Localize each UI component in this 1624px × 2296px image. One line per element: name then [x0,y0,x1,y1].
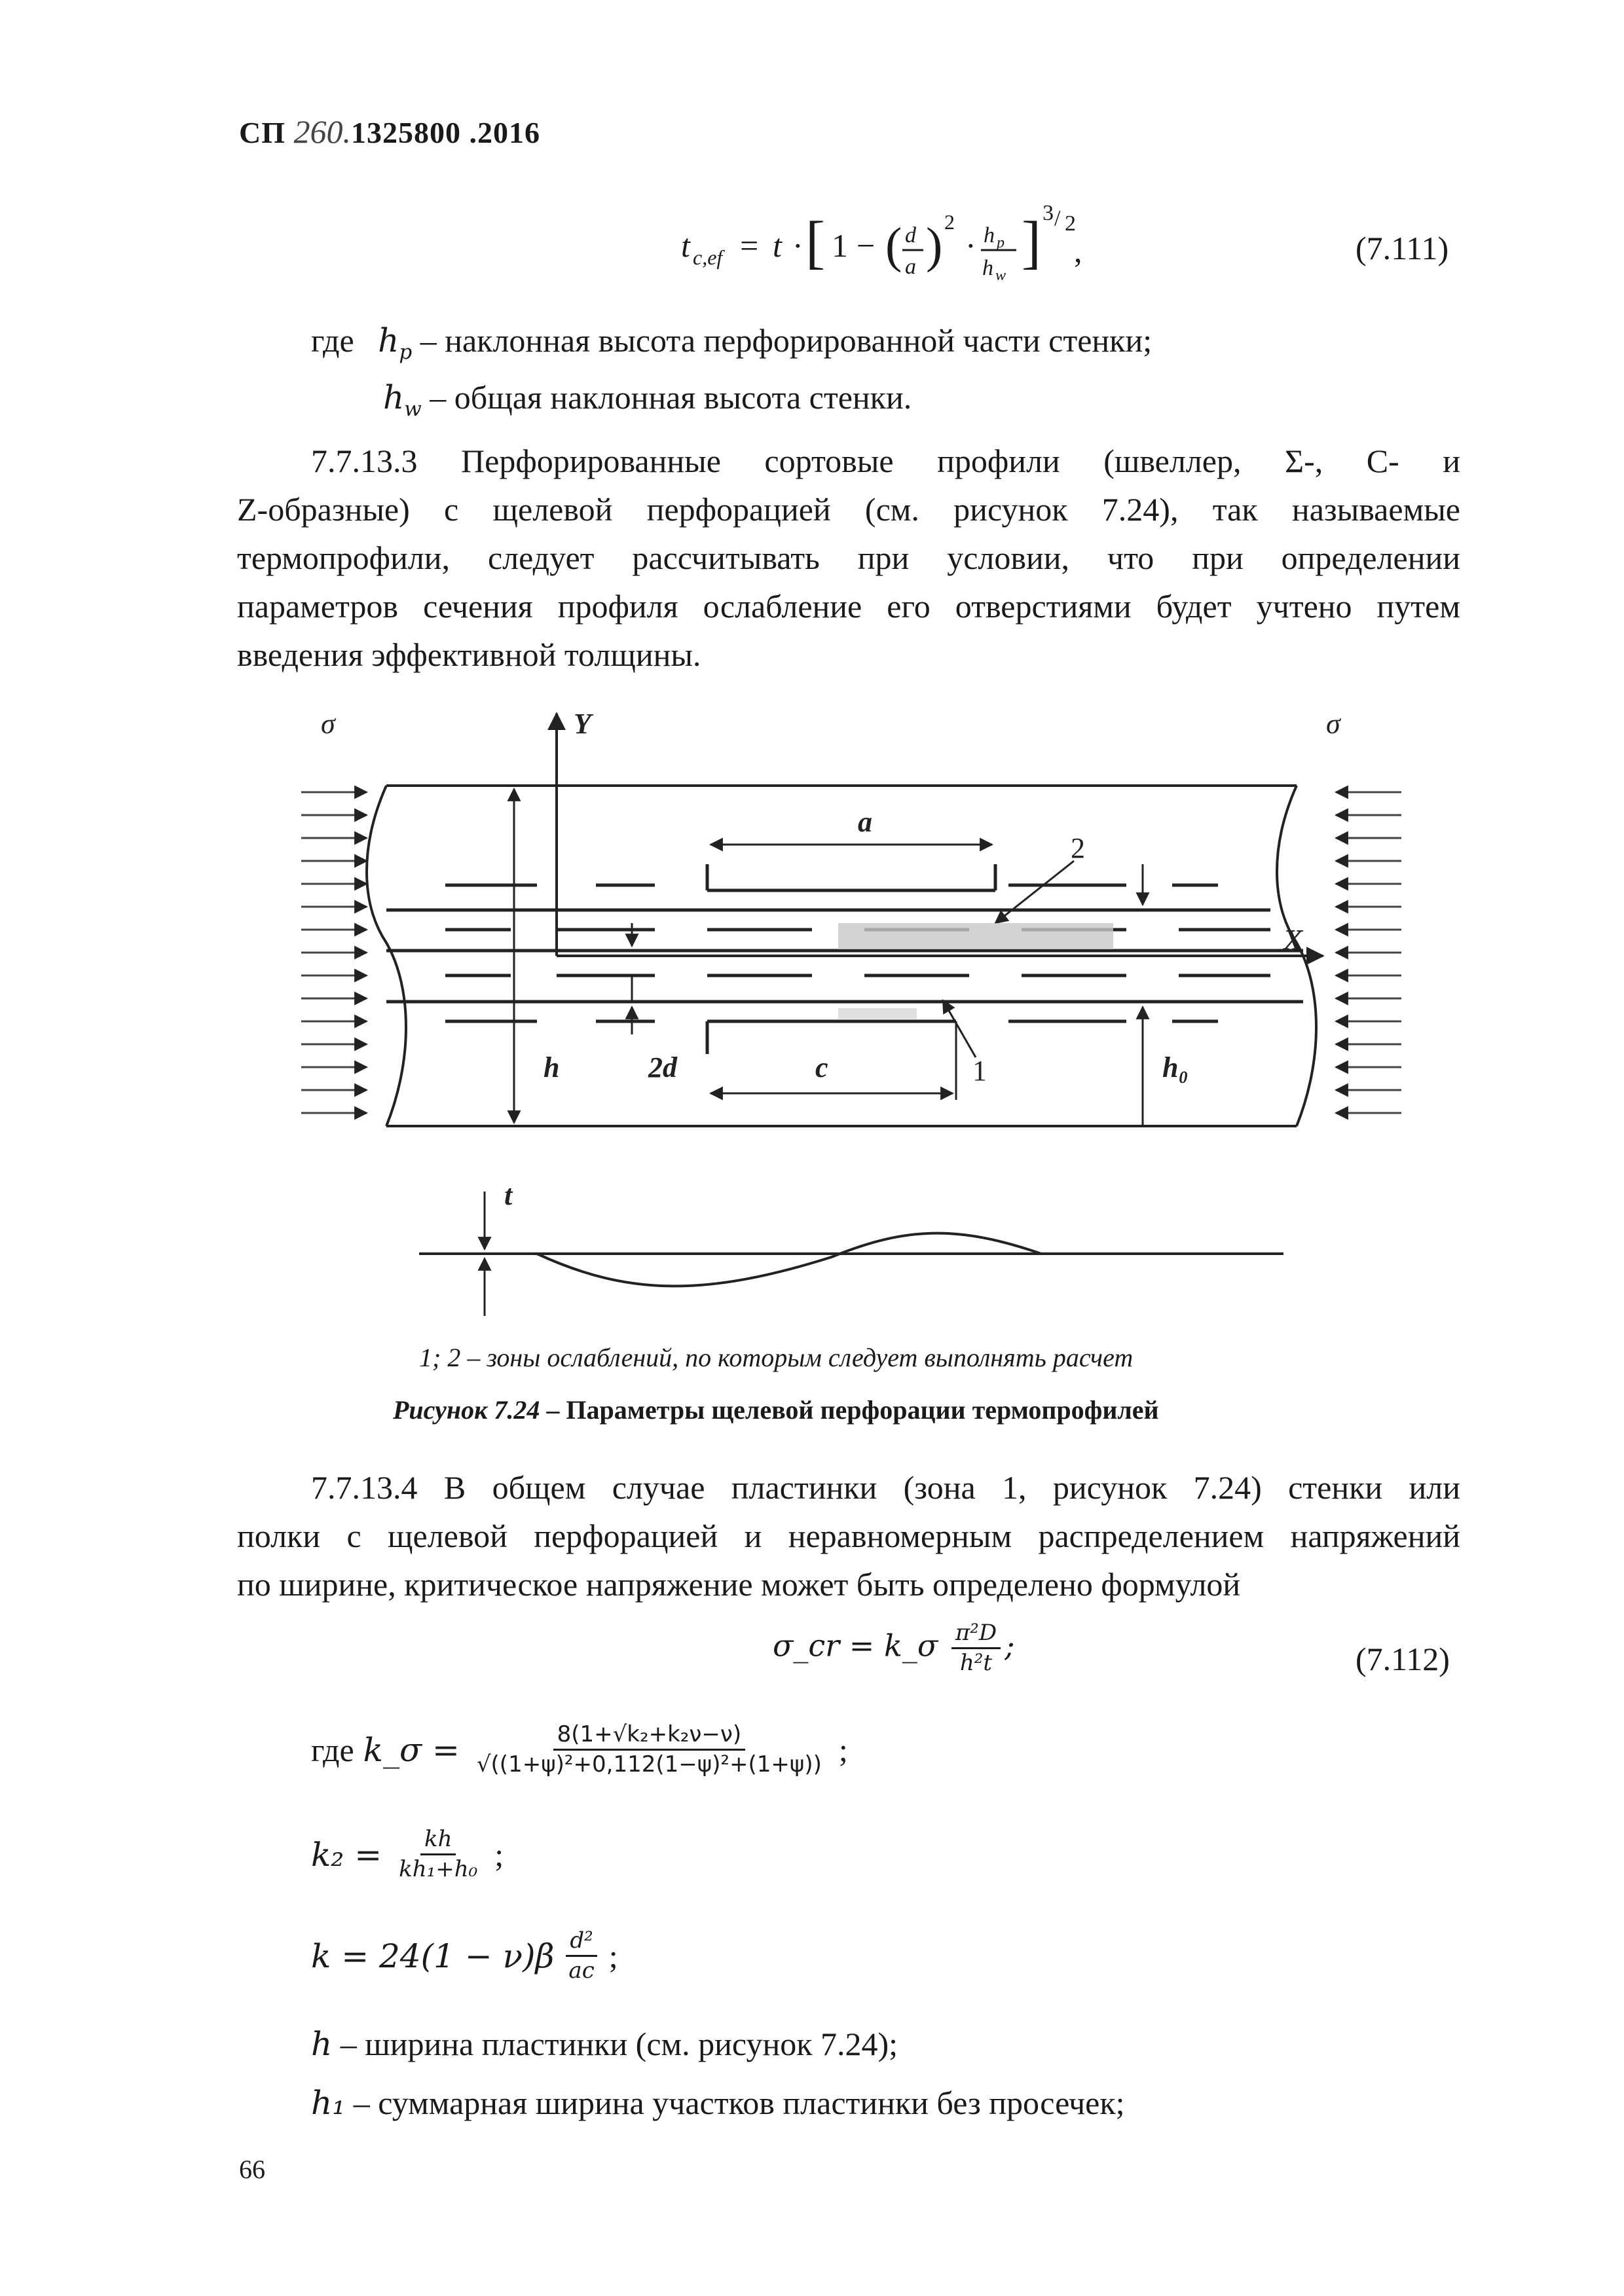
formula-7-112-numerator: π²D [951,1620,1001,1649]
equation-number-7-111: (7.111) [1356,230,1449,266]
k-sigma-lhs: k_σ = [363,1730,460,1769]
label-c: c [815,1051,828,1084]
svg-text:2: 2 [1065,211,1076,236]
svg-text:1: 1 [832,227,848,264]
where-lead-2: где [311,1731,354,1768]
svg-text:): ) [926,218,943,273]
svg-text:w: w [995,267,1006,284]
svg-text:=: = [740,227,759,264]
hp-description: – наклонная высота перфорированной части стенки; [420,322,1153,359]
label-sigma-left: σ [321,708,335,740]
symbol-h1: h₁ [311,2084,346,2122]
k-tail: ; [608,1937,618,1975]
formula-7-112-tail: ; [1005,1628,1015,1664]
buckling-profile [419,1192,1283,1316]
para-7-7-13-3-line-1: 7.7.13.3 Перфорированные сортовые профили (швеллер, Σ-, С- и [311,443,1460,479]
svg-text:h: h [982,256,993,280]
formula-7-112 [773,1620,1015,1676]
svg-text:2: 2 [944,210,955,234]
svg-text:,: , [1074,232,1082,269]
symbol-hp: $h_p$ [378,321,413,364]
svg-text:/: / [1054,206,1061,230]
label-a: a [858,806,872,838]
svg-text:d: d [905,223,916,247]
label-2d: 2d [648,1051,677,1084]
formula-7-112-denominator: h²t [959,1650,993,1677]
k-sigma-fraction [473,1722,826,1777]
k2-denominator: kh₁+h₀ [399,1856,478,1883]
plate-left-edge [367,786,406,1126]
weakened-zone-2 [838,923,1113,949]
svg-text:c,ef: c,ef [693,246,723,269]
svg-text:[: [ [805,210,825,275]
header-handwritten-number: 260. [293,113,351,150]
svg-text:·: · [965,227,976,264]
k2-tail: ; [494,1836,504,1873]
svg-text:t: t [681,227,690,264]
where-line-k [311,1928,618,1984]
svg-text:·: · [792,227,803,264]
svg-text:(: ( [885,218,902,273]
figure-title [393,1394,1159,1425]
svg-text:3: 3 [1043,201,1054,225]
svg-text:p: p [997,234,1005,251]
label-t: t [504,1179,513,1211]
k-sigma-numerator: 8(1+√k₂+k₂ν−ν) [553,1722,746,1751]
document-header [239,113,540,151]
k-lhs: k = 24(1 − ν)β [311,1937,555,1975]
stress-arrows-right [1336,792,1401,1113]
label-axis-x: X [1283,924,1303,956]
where-line-h [311,2020,898,2068]
k-denominator: ac [568,1958,595,1984]
k-numerator: d² [566,1928,597,1957]
svg-text:t: t [773,227,782,264]
formula-7-112-lhs: σ_cr = k_σ [773,1628,938,1664]
para-7-7-13-3-line-5: введения эффективной толщины. [237,636,701,673]
header-code: 1325800 .2016 [351,116,540,149]
para-7-7-13-4-line-3: по ширине, критическое напряжение может быть определено формулой [237,1566,1241,1603]
where-line-k-sigma [311,1722,848,1777]
para-7-7-13-4-line-1: 7.7.13.4 В общем случае пластинки (зона 1, рисунок 7.24) стенки или [311,1469,1460,1506]
hw-description: – общая наклонная высота стенки. [430,379,912,416]
k-fraction [564,1928,598,1984]
where-lead: где [311,322,354,359]
label-sigma-right: σ [1326,708,1340,740]
label-zone-2: 2 [1071,832,1085,864]
svg-text:]: ] [1022,210,1041,275]
formula-7-111-graphic [681,196,1153,295]
stress-arrows-left [301,792,367,1113]
where-line-k2 [311,1827,504,1882]
k2-fraction [395,1827,481,1882]
label-h0: h₀ [1162,1051,1189,1084]
weakened-zone-1 [838,1008,917,1019]
where-line-h1 [311,2079,1125,2127]
figure-title-text: – Параметры щелевой перфорации термопрофилей [546,1395,1159,1425]
label-h: h [544,1051,560,1084]
symbol-hw: $h_w$ [383,378,422,421]
h1-description: – суммарная ширина участков пластинки без просечек; [353,2085,1125,2121]
k2-numerator: kh [420,1827,456,1855]
symbol-h: h [311,2025,333,2063]
svg-text:h: h [984,223,995,247]
where-line-hp [311,316,1152,376]
figure-legend-text: 1; 2 – зоны ослаблений, по которым следует выполнять расчет [419,1343,1134,1372]
k-sigma-denominator: √((1+ψ)²+0,112(1−ψ)²+(1+ψ)) [476,1751,822,1778]
figure-legend [419,1342,1133,1373]
header-prefix: СП [239,116,286,149]
equation-number-7-112: (7.112) [1356,1641,1450,1677]
para-7-7-13-3-line-2: Z-образные) с щелевой перфорацией (см. рисунок 7.24), так называемые [237,491,1460,528]
formula-7-112-fraction [951,1620,1001,1676]
svg-text:a: a [905,255,916,279]
formula-7-111 [681,196,1153,295]
svg-text:−: − [857,227,876,264]
h-description: – ширина пластинки (см. рисунок 7.24); [340,2026,898,2062]
label-zone-1: 1 [972,1055,987,1087]
para-7-7-13-4-line-2: полки с щелевой перфорацией и неравномерным распределением напряжений [237,1518,1460,1554]
k2-lhs: k₂ = [311,1835,382,1874]
page-number: 66 [239,2155,265,2184]
where-line-hw [383,373,912,433]
para-7-7-13-3-line-4: параметров сечения профиля ослабление его отверстиями будет учтено путем [237,588,1460,625]
para-7-7-13-3-line-3: термопрофили, следует рассчитывать при условии, что при определении [237,539,1460,576]
label-axis-y: Y [574,708,591,740]
figure-title-prefix: Рисунок 7.24 [393,1395,540,1425]
k-sigma-tail: ; [838,1731,848,1768]
figure-7-24 [288,694,1414,1322]
